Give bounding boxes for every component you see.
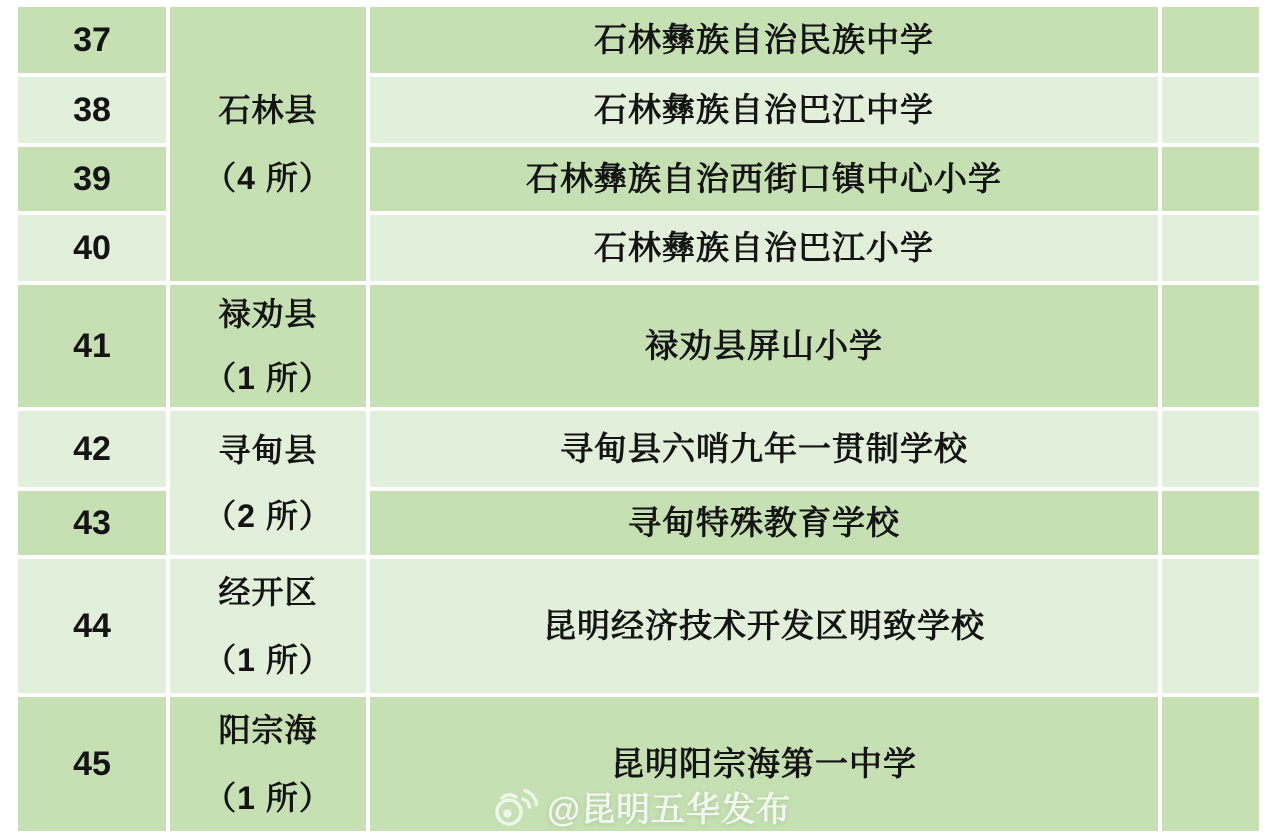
- district-cell-shilin: [170, 7, 366, 281]
- row-number-45: 45: [18, 697, 166, 831]
- district-cell-luquan: [170, 285, 366, 407]
- district-count: （2 所）: [204, 498, 332, 534]
- school-cell-38: 石林彝族自治巴江中学: [370, 77, 1158, 143]
- school-table: [18, 7, 1259, 831]
- row-number-43: 43: [18, 491, 166, 555]
- district-cell-jingkaiqu: [170, 559, 366, 693]
- school-cell-42: 寻甸县六哨九年一贯制学校: [370, 411, 1158, 487]
- district-name: 石林县: [218, 92, 318, 128]
- row-number-44: 44: [18, 559, 166, 693]
- spare-cell: [1162, 7, 1259, 73]
- district-name: 经开区: [218, 574, 318, 610]
- district-count: （1 所）: [204, 642, 332, 678]
- district-name: 禄劝县: [218, 296, 318, 332]
- row-number-39: 39: [18, 147, 166, 211]
- school-cell-44: 昆明经济技术开发区明致学校: [370, 559, 1158, 693]
- district-name: 阳宗海: [218, 712, 318, 748]
- district-count: （4 所）: [204, 160, 332, 196]
- spare-cell: [1162, 697, 1259, 831]
- watermark-handle: @昆明五华发布: [547, 791, 792, 829]
- school-cell-43: 寻甸特殊教育学校: [370, 491, 1158, 555]
- district-name: 寻甸县: [218, 432, 318, 468]
- weibo-icon: [492, 786, 538, 828]
- school-cell-45: 昆明阳宗海第一中学: [370, 697, 1158, 831]
- spare-cell: [1162, 285, 1259, 407]
- district-cell-xundian: [170, 411, 366, 555]
- school-cell-39: 石林彝族自治西街口镇中心小学: [370, 147, 1158, 211]
- row-number-41: 41: [18, 285, 166, 407]
- row-number-40: 40: [18, 215, 166, 281]
- row-number-38: 38: [18, 77, 166, 143]
- spare-cell: [1162, 411, 1259, 487]
- district-count: （1 所）: [204, 780, 332, 816]
- spare-cell: [1162, 215, 1259, 281]
- row-number-37: 37: [18, 7, 166, 73]
- spare-cell: [1162, 147, 1259, 211]
- spare-cell: [1162, 77, 1259, 143]
- spare-cell: [1162, 491, 1259, 555]
- watermark: [492, 782, 791, 831]
- school-cell-40: 石林彝族自治巴江小学: [370, 215, 1158, 281]
- district-count: （1 所）: [204, 360, 332, 396]
- spare-cell: [1162, 559, 1259, 693]
- school-cell-37: 石林彝族自治民族中学: [370, 7, 1158, 73]
- school-cell-41: 禄劝县屏山小学: [370, 285, 1158, 407]
- row-number-42: 42: [18, 411, 166, 487]
- district-cell-yangzonghai: [170, 697, 366, 831]
